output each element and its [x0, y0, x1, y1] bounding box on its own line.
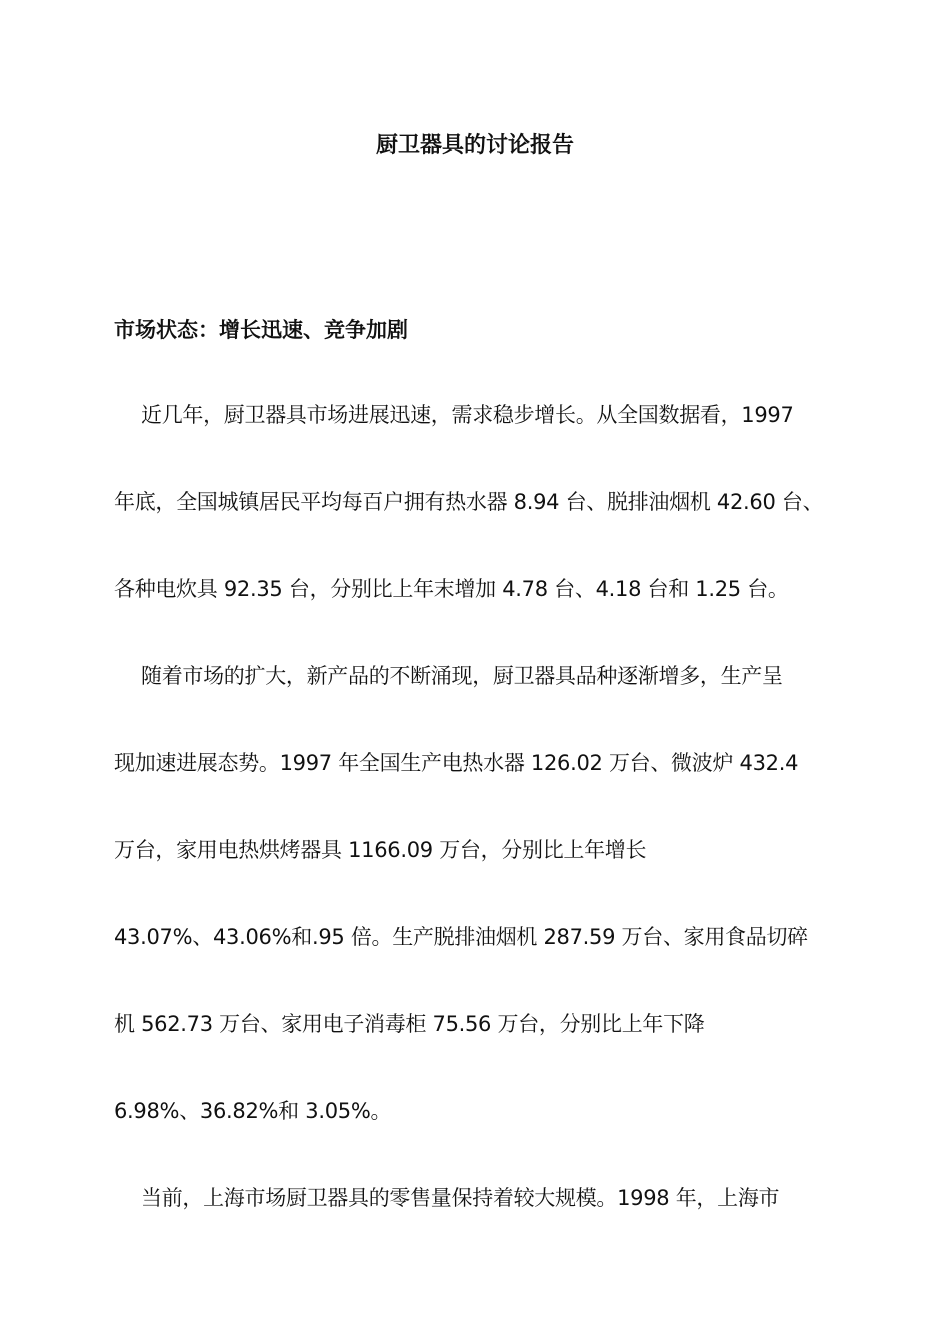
paragraph-2-line-5: 机 562.73 万台、家用电子消毒柜 75.56 万台，分别比上年下降	[114, 1012, 705, 1036]
paragraph-2-line-6: 6.98%、36.82%和 3.05%。	[114, 1099, 392, 1123]
paragraph-1-line-2: 年底，全国城镇居民平均每百户拥有热水器 8.94 台、脱排油烟机 42.60 台、	[114, 490, 824, 514]
section-heading: 市场状态：增长迅速、竞争加剧	[114, 318, 408, 342]
paragraph-2-line-3: 万台，家用电热烘烤器具 1166.09 万台，分别比上年增长	[114, 838, 647, 862]
document-title: 厨卫器具的讨论报告	[375, 133, 574, 158]
paragraph-2-line-1: 随着市场的扩大，新产品的不断涌现，厨卫器具品种逐渐增多，生产呈	[141, 664, 783, 688]
paragraph-2-line-4: 43.07%、43.06%和.95 倍。生产脱排油烟机 287.59 万台、家用食品切碎	[114, 925, 808, 949]
paragraph-1-line-1: 近几年，厨卫器具市场进展迅速，需求稳步增长。从全国数据看，1997	[141, 403, 794, 427]
paragraph-1-line-3: 各种电炊具 92.35 台，分别比上年末增加 4.78 台、4.18 台和 1.25 台。	[114, 577, 789, 601]
paragraph-3-line-1: 当前，上海市场厨卫器具的零售量保持着较大规模。1998 年，上海市	[141, 1186, 780, 1210]
paragraph-2-line-2: 现加速进展态势。1997 年全国生产电热水器 126.02 万台、微波炉 432.4	[114, 751, 799, 775]
